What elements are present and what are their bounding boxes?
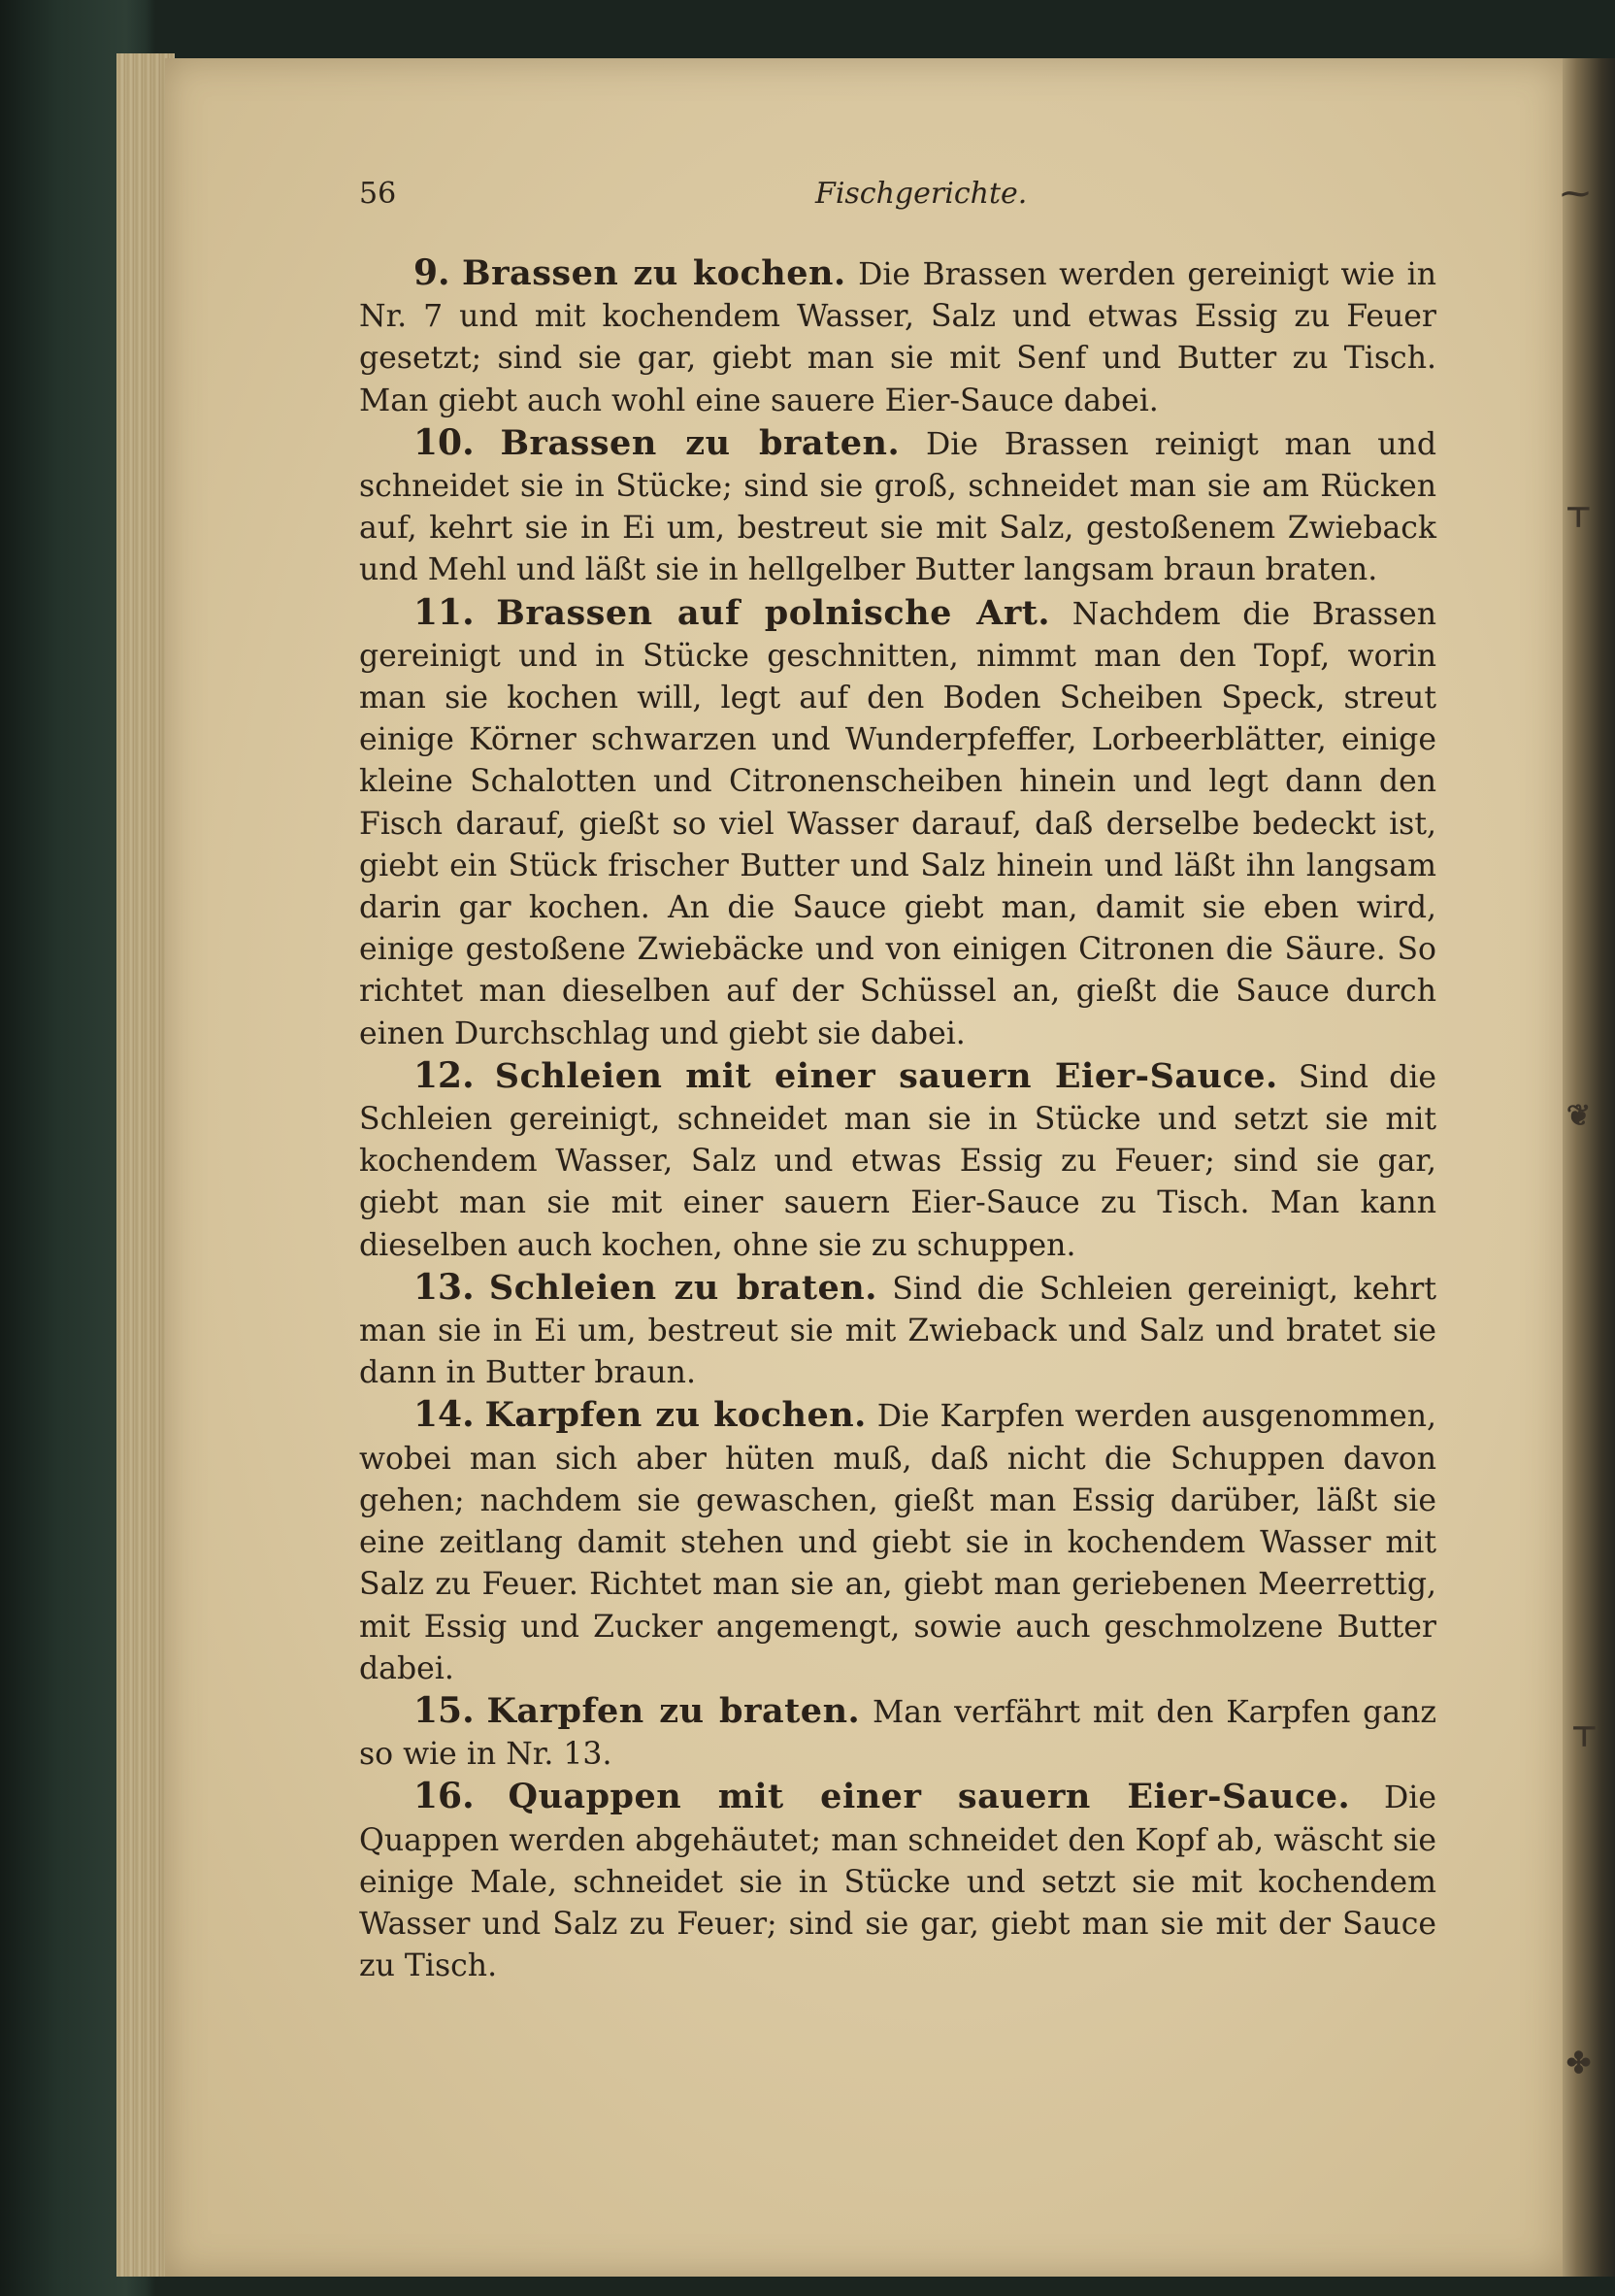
recipe-entry — [359, 1055, 1436, 1267]
margin-cross-mark: ⊤ — [1565, 501, 1593, 535]
recipe-body: Die Brassen reinigt man und schneidet sie in Stücke; sind sie groß, schneidet man sie am Rücken auf, kehrt sie in Ei um, bestreut sie mit Salz, gestoßenem Zwieback und Mehl und läßt sie in hellgelber Butter langsam braun braten. — [359, 426, 1436, 588]
recipe-entry — [359, 592, 1436, 1055]
page-gutter-edge — [1563, 58, 1615, 2277]
recipe-number: 14. — [413, 1394, 475, 1436]
recipe-body: Sind die Schleien gereinigt, schneidet man sie in Stücke und setzt sie mit kochendem Wasser, Salz und etwas Essig zu Feuer; sind sie gar, giebt man sie mit einer sauern Eier-Sauce zu Tisch. Man kann dieselben auch kochen, ohne sie zu schuppen. — [359, 1059, 1437, 1263]
recipe-entry — [359, 422, 1436, 592]
recipe-body: Nachdem die Brassen gereinigt und in Stücke geschnitten, nimmt man den Topf, worin man sie kochen will, legt auf den Boden Scheiben Speck, streut einige Körner schwarzen und Wunderpfeffer, Lorbeerblätter, einige kleine Schalotten und Citronenscheiben hinein und legt dann den Fisch darauf, gießt so viel Wasser darauf, daß derselbe bedeckt ist, giebt ein Stück frischer Butter und Salz hinein und läßt ihn langsam darin gar kochen. An die Sauce giebt man, damit sie eben wird, einige gestoßene Zwiebäcke und von einigen Citronen die Säure. So richtet man dieselben auf der Schüssel an, gießt die Sauce durch einen Durchschlag und giebt sie dabei. — [359, 596, 1436, 1051]
recipe-title: Quappen mit einer sauern Eier-Sauce. — [508, 1777, 1351, 1817]
recipe-number: 15. — [413, 1689, 475, 1731]
recipe-body: Man verfährt mit den Karpfen ganz so wie in Nr. 13. — [359, 1694, 1437, 1773]
recipe-title: Brassen zu braten. — [500, 422, 901, 463]
recipe-number: 11. — [413, 591, 475, 633]
page-header — [359, 177, 1436, 225]
recipe-title: Karpfen zu kochen. — [484, 1395, 867, 1436]
recipe-title: Brassen zu kochen. — [462, 253, 846, 293]
margin-flower-mark: ❦ — [1566, 1099, 1592, 1133]
margin-flower-mark: ✤ — [1566, 2046, 1592, 2080]
recipe-entry — [359, 1690, 1436, 1776]
margin-tick-mark: ⁓ — [1561, 177, 1590, 211]
recipe-body: Die Karpfen werden ausgenommen, wobei man sich aber hüten muß, daß nicht die Schuppen davon gehen; nachdem sie gewaschen, gießt man Essig darüber, läßt sie eine zeitlang damit stehen und giebt sie in kochendem Wasser mit Salz zu Feuer. Richtet man sie an, giebt man geriebenen Meerrettig, mit Essig und Zucker angemengt, sowie auch geschmolzene Butter dabei. — [359, 1399, 1437, 1686]
recipe-number: 12. — [413, 1054, 475, 1096]
recipe-body: Sind die Schleien gereinigt, kehrt man sie in Ei um, bestreut sie mit Zwieback und Salz und bratet sie dann in Butter braun. — [359, 1271, 1437, 1391]
recipe-entry — [359, 1394, 1436, 1689]
recipe-title: Schleien mit einer sauern Eier-Sauce. — [494, 1055, 1278, 1096]
recipe-number: 9. — [413, 252, 450, 293]
recipe-title: Brassen auf polnische Art. — [496, 592, 1051, 633]
recipe-number: 16. — [413, 1776, 475, 1817]
recipe-number: 13. — [413, 1266, 475, 1308]
recipe-entry — [359, 1776, 1436, 1987]
recipe-title: Karpfen zu braten. — [486, 1690, 861, 1731]
margin-cross-mark: ⊤ — [1570, 1720, 1599, 1754]
page-number: 56 — [359, 177, 397, 211]
recipe-body: Die Brassen werden gereinigt wie in Nr. 7 und mit kochendem Wasser, Salz und etwas Essig zu Feuer gesetzt; sind sie gar, giebt man sie mit Senf und Butter zu Tisch. Man giebt auch wohl eine sauere Eier-Sauce dabei. — [359, 257, 1437, 418]
recipe-entry — [359, 252, 1436, 422]
recipe-body: Die Quappen werden abgehäutet; man schneidet den Kopf ab, wäscht sie einige Male, schneidet sie in Stücke und setzt sie mit kochendem Wasser und Salz zu Feuer; sind sie gar, giebt man sie mit der Sauce zu Tisch. — [359, 1780, 1437, 1984]
recipe-entry — [359, 1267, 1436, 1395]
running-title: Fischgerichte. — [815, 177, 1028, 211]
recipe-title: Schleien zu braten. — [488, 1267, 877, 1308]
recipe-text-block — [359, 252, 1436, 1987]
recipe-number: 10. — [413, 421, 475, 463]
